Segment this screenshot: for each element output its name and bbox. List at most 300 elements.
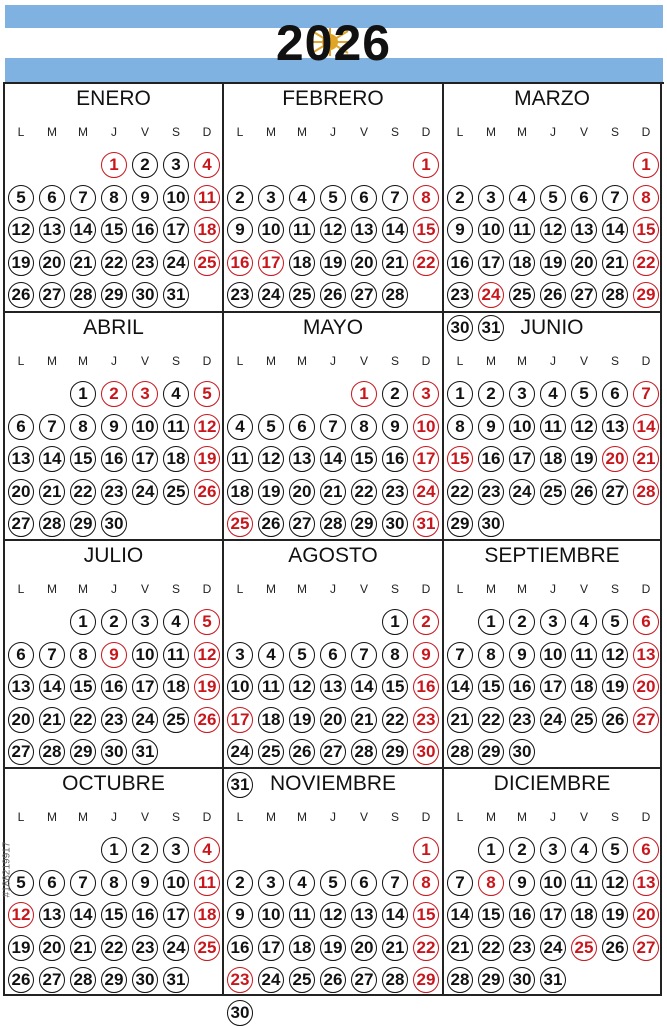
calendar-day: 24	[132, 479, 158, 505]
calendar-day: 24	[540, 707, 566, 733]
calendar-day: 31	[227, 772, 253, 798]
weekday-label: M	[266, 810, 276, 824]
calendar-day: 14	[351, 674, 377, 700]
weekday-label: M	[78, 810, 88, 824]
holiday-day: 21	[633, 446, 659, 472]
weekday-label: V	[140, 354, 149, 368]
calendar-day: 9	[227, 902, 253, 928]
calendar-day: 4	[509, 185, 535, 211]
holiday-day: 30	[413, 739, 439, 765]
weekday-label: M	[517, 582, 527, 596]
calendar-day: 16	[447, 250, 473, 276]
calendar-day: 20	[351, 250, 377, 276]
calendar-day: 19	[571, 446, 597, 472]
holiday-day: 24	[413, 479, 439, 505]
weekday-label: V	[579, 810, 588, 824]
calendar-day: 23	[447, 282, 473, 308]
calendar-day: 9	[101, 414, 127, 440]
calendar-day: 28	[602, 282, 628, 308]
calendar-day: 9	[132, 870, 158, 896]
weekday-label: M	[486, 354, 496, 368]
holiday-day: 20	[633, 674, 659, 700]
calendar-day: 3	[227, 642, 253, 668]
month-abril	[5, 313, 224, 541]
calendar-day: 17	[163, 217, 189, 243]
weekday-label: L	[456, 582, 464, 596]
calendar-day: 22	[478, 935, 504, 961]
calendar-day: 3	[509, 381, 535, 407]
stock-image-id	[0, 760, 14, 990]
calendar-day: 26	[258, 511, 284, 537]
calendar-day: 30	[478, 511, 504, 537]
calendar-day: 30	[382, 511, 408, 537]
holiday-day: 1	[413, 152, 439, 178]
holiday-day: 1	[413, 837, 439, 863]
calendar-day: 11	[571, 870, 597, 896]
holiday-day: 2	[413, 609, 439, 635]
calendar-day: 21	[382, 935, 408, 961]
calendar-day: 3	[540, 609, 566, 635]
calendar-day: 3	[163, 837, 189, 863]
calendar-day: 16	[227, 935, 253, 961]
calendar-day: 7	[447, 870, 473, 896]
calendar-day: 15	[70, 446, 96, 472]
weekday-label: J	[550, 810, 556, 824]
holiday-day: 9	[101, 642, 127, 668]
calendar-day: 15	[478, 674, 504, 700]
calendar-day: 7	[382, 185, 408, 211]
calendar-day: 30	[509, 967, 535, 993]
calendar-day: 2	[132, 152, 158, 178]
month-name: FEBRERO	[282, 87, 384, 110]
holiday-day: 7	[633, 381, 659, 407]
weekday-label: S	[390, 582, 399, 596]
weekday-label: V	[359, 582, 368, 596]
calendar-day: 6	[571, 185, 597, 211]
weekday-label: J	[111, 582, 117, 596]
month-name: JULIO	[83, 544, 144, 567]
calendar-day: 3	[258, 870, 284, 896]
month-name: NOVIEMBRE	[269, 772, 397, 795]
calendar-day: 23	[132, 935, 158, 961]
calendar-day: 27	[571, 282, 597, 308]
weekday-label: V	[140, 810, 149, 824]
holiday-day: 26	[194, 707, 220, 733]
weekday-label: J	[111, 810, 117, 824]
calendar-day: 28	[447, 967, 473, 993]
calendar-day: 23	[132, 250, 158, 276]
weekday-label: S	[171, 125, 180, 139]
calendar-day: 30	[447, 315, 473, 341]
weekday-label: S	[610, 125, 619, 139]
calendar-day: 9	[478, 414, 504, 440]
calendar-day: 3	[478, 185, 504, 211]
calendar-day: 29	[101, 282, 127, 308]
holiday-day: 9	[413, 642, 439, 668]
holiday-day: 4	[194, 837, 220, 863]
weekday-label: M	[266, 354, 276, 368]
weekday-label: L	[456, 354, 464, 368]
calendar-day: 23	[509, 707, 535, 733]
calendar-day: 2	[101, 609, 127, 635]
calendar-day: 15	[478, 902, 504, 928]
calendar-day: 24	[163, 935, 189, 961]
holiday-day: 20	[633, 902, 659, 928]
weekday-label: J	[330, 810, 336, 824]
calendar-day: 30	[132, 282, 158, 308]
holiday-day: 8	[413, 185, 439, 211]
calendar-day: 26	[602, 935, 628, 961]
calendar-day: 20	[8, 479, 34, 505]
calendar-day: 25	[509, 282, 535, 308]
holiday-day: 5	[194, 381, 220, 407]
weekday-label: M	[266, 125, 276, 139]
calendar-day: 8	[447, 414, 473, 440]
calendar-day: 17	[478, 250, 504, 276]
calendar-day: 5	[8, 870, 34, 896]
calendar-day: 6	[351, 870, 377, 896]
calendar-day: 4	[163, 609, 189, 635]
calendar-day: 2	[132, 837, 158, 863]
weekday-label: M	[517, 125, 527, 139]
month-octubre	[5, 769, 224, 996]
calendar-day: 24	[258, 967, 284, 993]
calendar-day: 16	[509, 902, 535, 928]
holiday-day: 8	[633, 185, 659, 211]
calendar-day: 5	[8, 185, 34, 211]
month-julio	[5, 541, 224, 769]
weekday-label: D	[202, 354, 212, 368]
month-name: MAYO	[302, 316, 364, 339]
calendar-day: 19	[8, 250, 34, 276]
weekday-label: L	[17, 810, 25, 824]
calendar-day: 8	[101, 870, 127, 896]
calendar-day: 1	[70, 381, 96, 407]
weekday-label: M	[47, 125, 57, 139]
weekday-label: V	[579, 354, 588, 368]
calendar-day: 28	[351, 739, 377, 765]
calendar-day: 20	[39, 250, 65, 276]
calendar-day: 1	[70, 609, 96, 635]
calendar-day: 14	[447, 902, 473, 928]
weekday-label: D	[641, 125, 651, 139]
calendar-day: 14	[39, 446, 65, 472]
calendar-day: 6	[351, 185, 377, 211]
calendar-day: 18	[227, 479, 253, 505]
calendar-day: 4	[227, 414, 253, 440]
calendar-day: 20	[289, 479, 315, 505]
calendar-day: 11	[163, 414, 189, 440]
weekday-label: L	[236, 810, 244, 824]
calendar-day: 3	[132, 609, 158, 635]
calendar-day: 11	[540, 414, 566, 440]
holiday-day: 25	[571, 935, 597, 961]
calendar-day: 9	[132, 185, 158, 211]
weekday-label: J	[111, 125, 117, 139]
holiday-day: 12	[194, 414, 220, 440]
calendar-day: 7	[351, 642, 377, 668]
calendar-day: 22	[478, 707, 504, 733]
holiday-day: 22	[413, 935, 439, 961]
calendar-day: 12	[602, 870, 628, 896]
calendar-day: 21	[382, 250, 408, 276]
weekday-label: M	[517, 354, 527, 368]
calendar-day: 16	[382, 446, 408, 472]
weekday-label: S	[171, 354, 180, 368]
holiday-day: 27	[633, 707, 659, 733]
calendar-day: 22	[447, 479, 473, 505]
calendar-day: 16	[478, 446, 504, 472]
weekday-label: D	[421, 354, 431, 368]
calendar-day: 13	[351, 902, 377, 928]
holiday-day: 2	[101, 381, 127, 407]
holiday-day: 5	[194, 609, 220, 635]
calendar-day: 10	[540, 870, 566, 896]
calendar-day: 29	[70, 511, 96, 537]
calendar-day: 26	[320, 967, 346, 993]
holiday-day: 13	[633, 642, 659, 668]
weekday-label: V	[359, 354, 368, 368]
weekday-label: S	[171, 582, 180, 596]
calendar-day: 28	[382, 967, 408, 993]
month-name: ABRIL	[83, 316, 144, 339]
calendar-day: 21	[70, 935, 96, 961]
calendar-day: 6	[39, 870, 65, 896]
calendar-day: 22	[101, 935, 127, 961]
weekday-label: M	[486, 810, 496, 824]
calendar-day: 2	[509, 837, 535, 863]
calendar-day: 22	[351, 479, 377, 505]
calendar-day: 30	[509, 739, 535, 765]
holiday-day: 1	[351, 381, 377, 407]
calendar-day: 10	[132, 642, 158, 668]
calendar-day: 13	[8, 674, 34, 700]
month-septiembre	[444, 541, 662, 769]
weekday-label: M	[297, 354, 307, 368]
month-name: ENERO	[76, 87, 151, 110]
weekday-label: M	[486, 582, 496, 596]
calendar-day: 5	[320, 870, 346, 896]
weekday-label: D	[641, 810, 651, 824]
holiday-day: 29	[413, 967, 439, 993]
weekday-label: M	[486, 125, 496, 139]
calendar-day: 30	[101, 511, 127, 537]
weekday-label: M	[297, 810, 307, 824]
weekday-label: M	[266, 582, 276, 596]
calendar-day: 10	[163, 870, 189, 896]
calendar-day: 13	[8, 446, 34, 472]
weekday-label: L	[17, 582, 25, 596]
calendar-day: 8	[478, 642, 504, 668]
month-name: OCTUBRE	[62, 772, 165, 795]
weekday-label: M	[47, 582, 57, 596]
calendar-day: 16	[101, 674, 127, 700]
calendar-day: 14	[382, 217, 408, 243]
calendar-day: 7	[602, 185, 628, 211]
calendar-day: 12	[571, 414, 597, 440]
calendar-day: 24	[258, 282, 284, 308]
weekday-label: J	[550, 582, 556, 596]
weekday-label: S	[390, 125, 399, 139]
calendar-day: 6	[320, 642, 346, 668]
calendar-day: 7	[70, 870, 96, 896]
calendar-day: 8	[351, 414, 377, 440]
calendar-day: 8	[70, 414, 96, 440]
calendar-day: 27	[39, 282, 65, 308]
calendar-day: 27	[351, 967, 377, 993]
calendar-day: 20	[351, 935, 377, 961]
weekday-label: V	[359, 810, 368, 824]
weekday-label: D	[202, 125, 212, 139]
weekday-label: D	[202, 582, 212, 596]
holiday-day: 12	[194, 642, 220, 668]
holiday-day: 3	[132, 381, 158, 407]
calendar-day: 5	[540, 185, 566, 211]
calendar-day: 12	[8, 217, 34, 243]
holiday-day: 25	[227, 511, 253, 537]
calendar-day: 22	[382, 707, 408, 733]
holiday-day: 4	[194, 152, 220, 178]
calendar-day: 15	[101, 217, 127, 243]
calendar-day: 11	[571, 642, 597, 668]
holiday-day: 6	[633, 837, 659, 863]
calendar-day: 17	[258, 935, 284, 961]
holiday-day: 8	[413, 870, 439, 896]
calendar-day: 4	[289, 870, 315, 896]
calendar-day: 1	[478, 837, 504, 863]
calendar-day: 16	[101, 446, 127, 472]
weekday-label: S	[390, 354, 399, 368]
calendar-day: 13	[571, 217, 597, 243]
calendar-day: 2	[227, 185, 253, 211]
calendar-day: 6	[289, 414, 315, 440]
calendar-day: 29	[478, 739, 504, 765]
holiday-day: 23	[413, 707, 439, 733]
calendar-day: 24	[509, 479, 535, 505]
weekday-label: M	[47, 354, 57, 368]
month-noviembre	[224, 769, 444, 1022]
calendar-day: 19	[289, 707, 315, 733]
calendar-day: 13	[320, 674, 346, 700]
calendar-day: 31	[163, 282, 189, 308]
month-name: JUNIO	[520, 316, 584, 339]
calendar-day: 23	[101, 479, 127, 505]
month-enero	[5, 84, 224, 313]
calendar-day: 16	[132, 902, 158, 928]
weekday-label: M	[78, 354, 88, 368]
weekday-label: L	[17, 125, 25, 139]
calendar-day: 12	[602, 642, 628, 668]
weekday-label: D	[641, 354, 651, 368]
calendar-day: 6	[39, 185, 65, 211]
calendar-day: 14	[602, 217, 628, 243]
calendar-day: 19	[320, 250, 346, 276]
holiday-day: 15	[447, 446, 473, 472]
weekday-label: S	[390, 810, 399, 824]
weekday-label: J	[330, 354, 336, 368]
weekday-label: L	[236, 582, 244, 596]
calendar-day: 4	[571, 837, 597, 863]
calendar-day: 19	[320, 935, 346, 961]
calendar-day: 25	[540, 479, 566, 505]
weekday-label: D	[421, 582, 431, 596]
calendar-day: 19	[602, 902, 628, 928]
calendar-day: 14	[70, 217, 96, 243]
calendar-day: 25	[163, 479, 189, 505]
weekday-label: D	[641, 582, 651, 596]
calendar-day: 15	[70, 674, 96, 700]
calendar-day: 28	[447, 739, 473, 765]
calendar-day: 24	[132, 707, 158, 733]
holiday-day: 25	[194, 935, 220, 961]
calendar-day: 18	[258, 707, 284, 733]
calendar-day: 24	[163, 250, 189, 276]
calendar-day: 17	[540, 674, 566, 700]
calendar-day: 29	[351, 511, 377, 537]
calendar-day: 16	[509, 674, 535, 700]
holiday-day: 11	[194, 870, 220, 896]
calendar-day: 17	[163, 902, 189, 928]
calendar-day: 29	[382, 739, 408, 765]
calendar-day: 23	[478, 479, 504, 505]
calendar-day: 2	[382, 381, 408, 407]
calendar-day: 11	[509, 217, 535, 243]
calendar-day: 3	[163, 152, 189, 178]
calendar-day: 11	[163, 642, 189, 668]
calendar-day: 18	[163, 446, 189, 472]
calendar-day: 28	[320, 511, 346, 537]
weekday-label: L	[456, 125, 464, 139]
stock-image-id-text: #188219917	[1, 841, 13, 898]
calendar-day: 29	[70, 739, 96, 765]
calendar-day: 26	[320, 282, 346, 308]
weekday-label: V	[140, 125, 149, 139]
calendar-day: 3	[258, 185, 284, 211]
calendar-day: 19	[540, 250, 566, 276]
calendar-day: 25	[258, 739, 284, 765]
weekday-label: M	[78, 125, 88, 139]
calendar-day: 14	[39, 674, 65, 700]
calendar-day: 17	[509, 446, 535, 472]
calendar-day: 21	[39, 707, 65, 733]
calendar-day: 21	[70, 250, 96, 276]
weekday-label: L	[456, 810, 464, 824]
calendar-day: 4	[258, 642, 284, 668]
calendar-day: 12	[289, 674, 315, 700]
calendar-day: 8	[101, 185, 127, 211]
holiday-day: 15	[413, 217, 439, 243]
calendar-day: 14	[320, 446, 346, 472]
calendar-day: 7	[70, 185, 96, 211]
holiday-day: 16	[413, 674, 439, 700]
calendar-day: 18	[163, 674, 189, 700]
holiday-day: 18	[194, 217, 220, 243]
calendar-day: 23	[101, 707, 127, 733]
calendar-day: 17	[132, 446, 158, 472]
holiday-day: 16	[227, 250, 253, 276]
calendar-day: 21	[320, 479, 346, 505]
calendar-day: 5	[258, 414, 284, 440]
holiday-day: 22	[633, 250, 659, 276]
calendar-day: 4	[540, 381, 566, 407]
holiday-day: 22	[413, 250, 439, 276]
calendar-day: 10	[258, 217, 284, 243]
calendar-day: 27	[351, 282, 377, 308]
weekday-label: M	[297, 125, 307, 139]
calendar-day: 23	[509, 935, 535, 961]
calendar-day: 27	[289, 511, 315, 537]
calendar-day: 7	[447, 642, 473, 668]
